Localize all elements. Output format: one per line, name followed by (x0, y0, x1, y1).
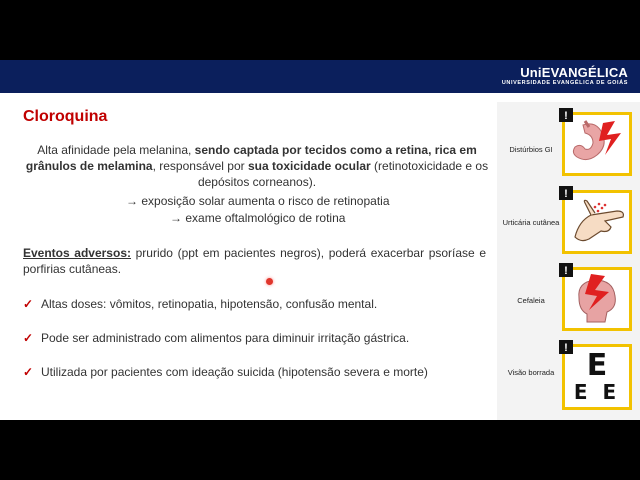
arrow-line-1 (126, 193, 390, 209)
side-label-gi: Distúrbios GI (509, 145, 553, 154)
pointer-dot (266, 278, 273, 285)
eye-chart-icon (565, 348, 629, 404)
video-bottom-bar (0, 420, 640, 480)
side-icon-box-urticaria (562, 190, 632, 254)
svg-text:!: ! (564, 265, 568, 277)
side-label-vision: Visão borrada (507, 368, 555, 377)
university-logo (502, 66, 628, 87)
side-icon-box-headache (562, 267, 632, 331)
headache-icon (565, 270, 629, 328)
stomach-icon (565, 115, 629, 173)
checkmark-icon: ✓ (23, 331, 34, 345)
list-item (23, 296, 377, 312)
video-top-bar (0, 0, 640, 60)
svg-text:!: ! (564, 110, 568, 122)
intro-text-3: (retinotoxicidade e os depósitos corneanos). (197, 159, 489, 189)
intro-bold-1: sendo captada por tecidos como a retina, rica em grânulos de melamina (25, 143, 477, 173)
arrow-line-text: exposição solar aumenta o risco de retinopatia (141, 194, 390, 208)
slide-title: Cloroquina (23, 108, 108, 125)
eye-chart-row-1: E (586, 348, 608, 383)
bullet-text: Utilizada por pacientes com ideação suicida (hipotensão severa e morte) (41, 365, 428, 379)
bullet-text: Altas doses: vômitos, retinopatia, hipotensão, confusão mental. (41, 297, 378, 311)
list-item (23, 330, 409, 346)
svg-text:!: ! (564, 188, 568, 200)
header-band (0, 60, 640, 93)
intro-paragraph (22, 142, 492, 190)
itchy-hand-icon (565, 193, 629, 251)
svg-text:!: ! (564, 342, 568, 354)
side-label-headache: Cefaleia (517, 296, 545, 305)
arrow-line-2 (170, 210, 345, 226)
adverse-events-text: prurido (ppt em pacientes negros), poderá exacerbar psoríase e porfirias cutâneas. (23, 246, 486, 276)
adverse-events-paragraph (23, 245, 486, 277)
adverse-events-label: Eventos adversos: (23, 246, 131, 260)
bullet-text: Pode ser administrado com alimentos para diminuir irritação gástrica. (41, 331, 410, 345)
logo-sub-text: UNIVERSIDADE EVANGÉLICA DE GOIÁS (501, 80, 628, 86)
side-icon-box-gi (562, 112, 632, 176)
eye-chart-row-2: E E (573, 380, 621, 404)
checkmark-icon: ✓ (23, 365, 34, 379)
warning-icon (559, 108, 573, 122)
checkmark-icon: ✓ (23, 297, 34, 311)
side-icon-box-vision (562, 344, 632, 410)
arrow-line-text: exame oftalmológico de rotina (185, 211, 346, 225)
side-effects-panel (497, 102, 640, 420)
list-item (23, 364, 428, 380)
slide (0, 60, 640, 420)
intro-text-2: , responsável por (152, 159, 248, 173)
logo-main-text: UniEVANGÉLICA (520, 65, 628, 80)
intro-bold-2: sua toxicidade ocular (247, 159, 371, 173)
arrow-right-icon: → (126, 194, 142, 208)
side-label-urticaria: Urticária cutânea (502, 218, 560, 227)
warning-icon (559, 263, 573, 277)
intro-text-1: Alta afinidade pela melanina, (37, 143, 195, 157)
arrow-right-icon: → (170, 211, 186, 225)
warning-icon (559, 186, 573, 200)
